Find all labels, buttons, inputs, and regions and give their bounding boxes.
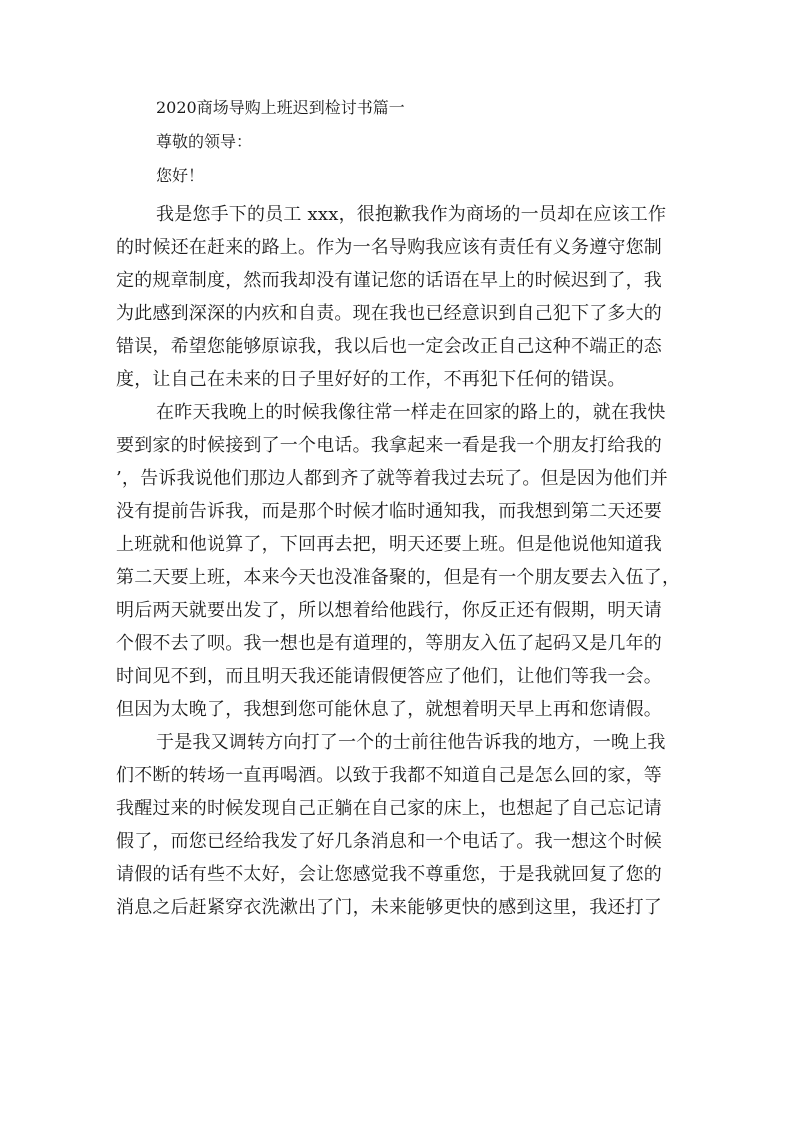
paragraph-line: 的时候还在赶来的路上。作为一名导购我应该有责任有义务遵守您制 <box>116 237 662 258</box>
paragraph-2 <box>116 396 683 726</box>
salutation: 尊敬的领导： <box>156 132 253 151</box>
paragraph-line: 度，让自己在未来的日子里好好的工作，不再犯下任何的错误。 <box>116 369 626 390</box>
paragraph-line: 我是您手下的员工 xxx，很抱歉我作为商场的一员却在应该工作 <box>156 204 667 225</box>
document-body <box>116 96 683 924</box>
paragraph-line: 要到家的时候接到了一个电话。我拿起来一看是我一个朋友打给我的 <box>116 435 662 456</box>
paragraph-line: 假了，而您已经给我发了好几条消息和一个电话了。我一想这个时候 <box>116 831 662 852</box>
paragraph-line: 于是我又调转方向打了一个的士前往他告诉我的地方，一晚上我 <box>156 732 666 753</box>
paragraph-line: ’，告诉我说他们那边人都到齐了就等着我过去玩了。但是因为他们并 <box>116 468 668 489</box>
paragraph-line: 定的规章制度，然而我却没有谨记您的话语在早上的时候迟到了，我 <box>116 270 662 291</box>
paragraph-line: 没有提前告诉我，而是那个时候才临时通知我，而我想到第二天还要 <box>116 501 662 522</box>
paragraph-line: 消息之后赶紧穿衣洗漱出了门，未来能够更快的感到这里，我还打了 <box>116 897 662 918</box>
paragraph-3 <box>116 726 683 924</box>
paragraph-line: 个假不去了呗。我一想也是有道理的，等朋友入伍了起码又是几年的 <box>116 633 662 654</box>
paragraph-line: 在昨天我晚上的时候我像往常一样走在回家的路上的，就在我快 <box>156 402 666 423</box>
paragraph-line: 请假的话有些不太好，会让您感觉我不尊重您，于是我就回复了您的 <box>116 864 662 885</box>
paragraph-line: 时间见不到，而且明天我还能请假便答应了他们，让他们等我一会。 <box>116 666 662 687</box>
paragraph-line: 但因为太晚了，我想到您可能休息了，就想着明天早上再和您请假。 <box>116 699 662 720</box>
paragraph-line: 上班就和他说算了，下回再去把，明天还要上班。但是他说他知道我 <box>116 534 662 555</box>
paragraph-1 <box>116 198 683 396</box>
paragraph-line: 错误，希望您能够原谅我，我以后也一定会改正自己这种不端正的态 <box>116 336 662 357</box>
paragraph-line: 为此感到深深的内疚和自责。现在我也已经意识到自己犯下了多大的 <box>116 303 662 324</box>
greeting: 您好！ <box>156 166 205 185</box>
document-title: 2020商场导购上班迟到检讨书篇一 <box>156 98 405 117</box>
paragraph-line: 第二天要上班，本来今天也没准备聚的，但是有一个朋友要去入伍了， <box>116 567 681 588</box>
paragraph-line: 明后两天就要出发了，所以想着给他践行，你反正还有假期，明天请 <box>116 600 662 621</box>
paragraph-line: 我醒过来的时候发现自己正躺在自己家的床上，也想起了自己忘记请 <box>116 798 662 819</box>
paragraph-line: 们不断的转场一直再喝酒。以致于我都不知道自己是怎么回的家，等 <box>116 765 662 786</box>
